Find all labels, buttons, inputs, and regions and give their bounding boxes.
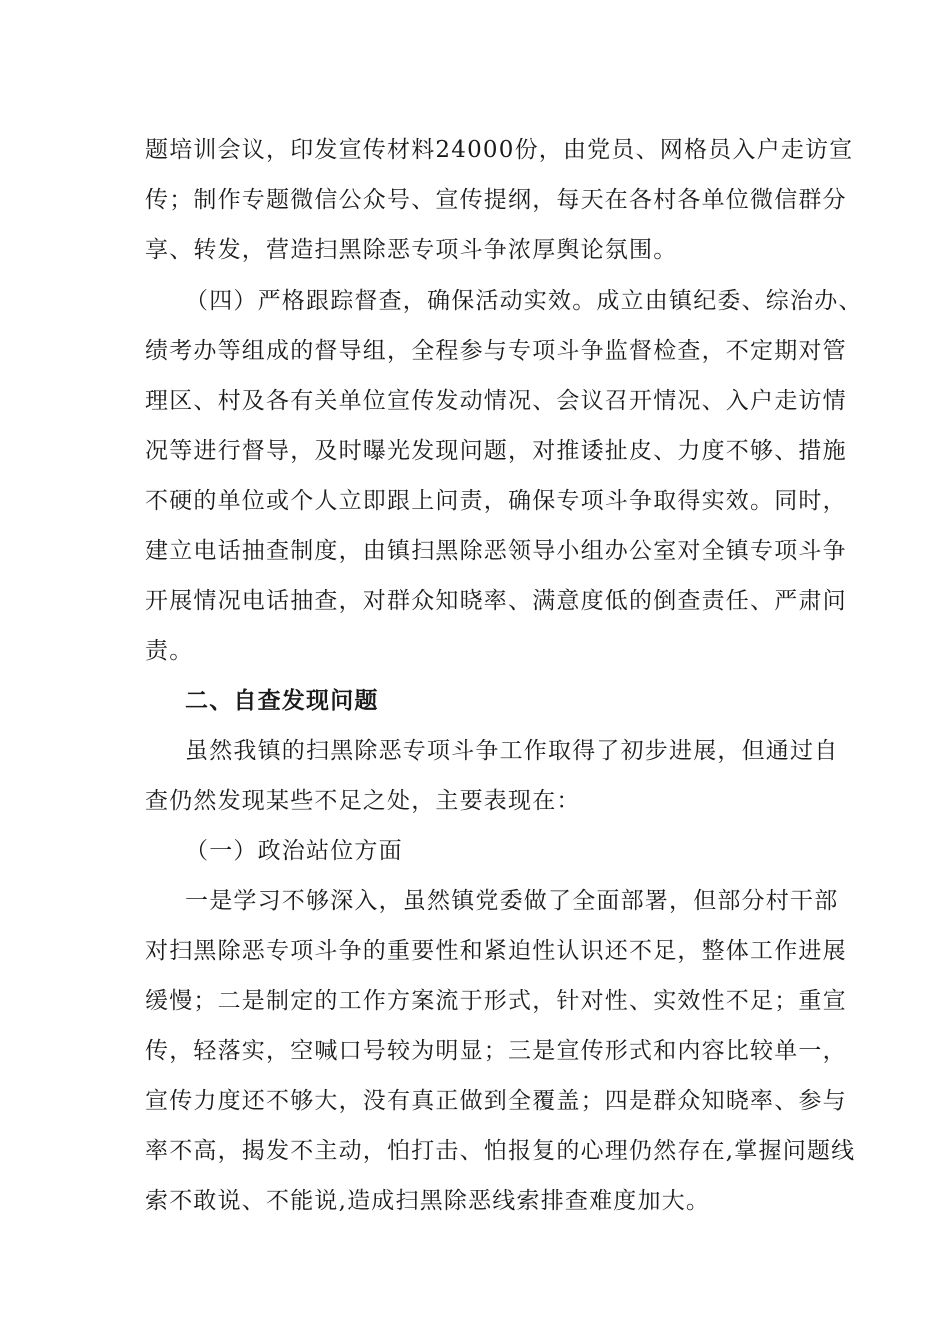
paragraph-line: 虽然我镇的扫黑除恶专项斗争工作取得了初步进展，但通过自 xyxy=(185,738,839,764)
paragraph-line: 缓慢；二是制定的工作方案流于形式，针对性、实效性不足；重宣 xyxy=(145,988,847,1014)
paragraph-line: 理区、村及各有关单位宣传发动情况、会议召开情况、入户走访情 xyxy=(145,388,847,414)
paragraph-line: 宣传力度还不够大，没有真正做到全覆盖；四是群众知晓率、参与 xyxy=(145,1088,847,1114)
paragraph-line: 建立电话抽查制度，由镇扫黑除恶领导小组办公室对全镇专项斗争 xyxy=(145,538,847,564)
paragraph-line: 况等进行督导，及时曝光发现问题，对推诿扯皮、力度不够、措施 xyxy=(145,438,847,464)
paragraph-line: 开展情况电话抽查，对群众知晓率、满意度低的倒查责任、严肃问 xyxy=(145,588,847,614)
paragraph-line: 传，轻落实，空喊口号较为明显；三是宣传形式和内容比较单一， xyxy=(145,1038,847,1064)
section-heading: 二、自查发现问题 xyxy=(185,687,379,714)
paragraph-line: 一是学习不够深入，虽然镇党委做了全面部署，但部分村干部 xyxy=(185,888,839,914)
paragraph-line: 率不高，揭发不主动，怕打击、怕报复的心理仍然存在,掌握问题线 xyxy=(145,1138,856,1164)
paragraph-line: 传；制作专题微信公众号、宣传提纲，每天在各村各单位微信群分 xyxy=(145,187,847,213)
subsection-heading: （一）政治站位方面 xyxy=(185,838,403,864)
paragraph-line: 查仍然发现某些不足之处，主要表现在： xyxy=(145,788,581,814)
paragraph-line: （四）严格跟踪督查，确保活动实效。成立由镇纪委、综治办、 xyxy=(185,288,863,314)
paragraph-line: 享、转发，营造扫黑除恶专项斗争浓厚舆论氛围。 xyxy=(145,237,678,263)
paragraph-line: 不硬的单位或个人立即跟上问责，确保专项斗争取得实效。同时， xyxy=(145,488,847,514)
paragraph-line: 索不敢说、不能说,造成扫黑除恶线索排查难度加大。 xyxy=(145,1188,711,1214)
paragraph-line: 对扫黑除恶专项斗争的重要性和紧迫性认识还不足，整体工作进展 xyxy=(145,938,847,964)
paragraph-line: 题培训会议，印发宣传材料24000份，由党员、网格员入户走访宣 xyxy=(145,137,854,163)
paragraph-line: 绩考办等组成的督导组，全程参与专项斗争监督检查，不定期对管 xyxy=(145,338,847,364)
paragraph-line: 责。 xyxy=(145,638,194,664)
